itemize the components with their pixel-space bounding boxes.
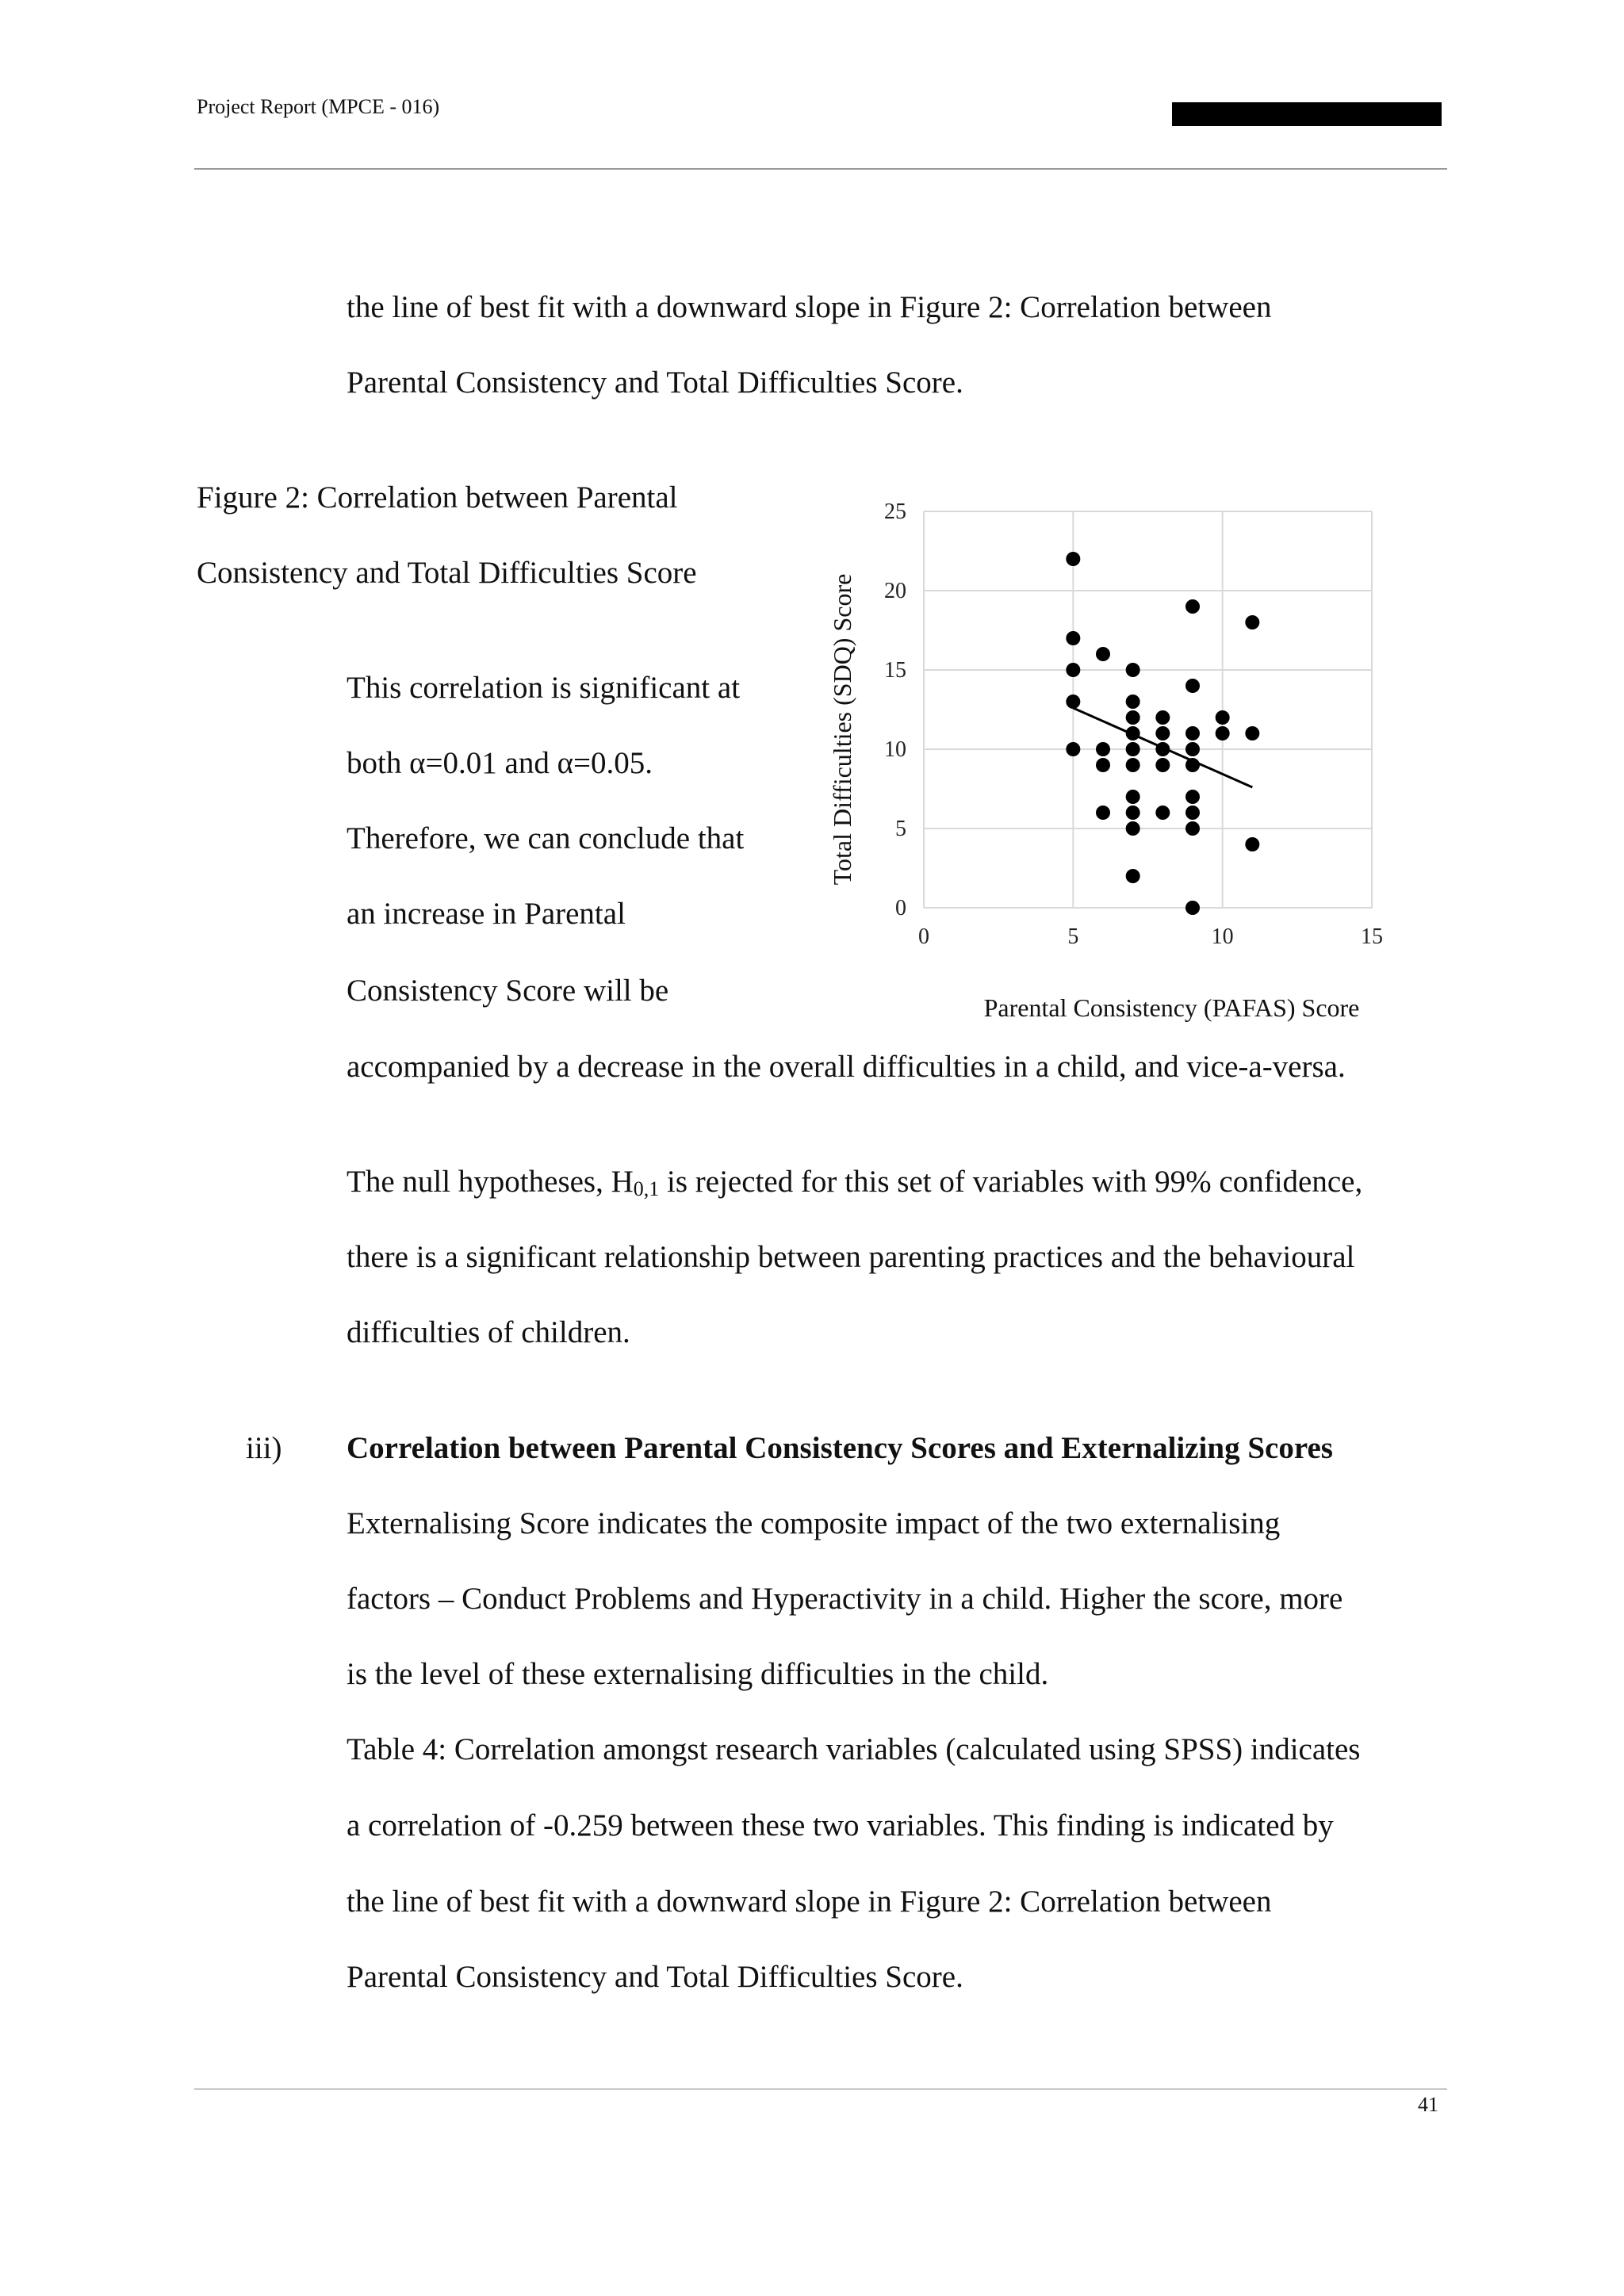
section-heading: Correlation between Parental Consistency Scores and Externalizing Scores [347,1431,1333,1465]
data-point [1245,615,1259,629]
data-point [1185,901,1200,915]
intro-line-2: Parental Consistency and Total Difficulties Score. [347,365,963,400]
data-point [1126,806,1140,820]
y-tick-label: 5 [895,817,906,841]
data-point [1185,742,1200,756]
x-tick-label: 15 [1361,924,1383,949]
data-point [1155,726,1170,740]
data-point [1216,710,1230,725]
section-line-4: Table 4: Correlation amongst research variables (calculated using SPSS) indicates [347,1732,1361,1766]
scatter-chart [785,488,1419,1043]
data-point [1245,837,1259,851]
section-line-1: Externalising Score indicates the composite impact of the two externalising [347,1506,1281,1540]
null-hypothesis-post: is rejected for this set of variables with 99% confidence, [659,1165,1363,1199]
data-point [1126,821,1140,836]
null-hypothesis-subscript: 0,1 [633,1177,660,1200]
data-point [1126,758,1140,772]
section-line-7: Parental Consistency and Total Difficulties Score. [347,1960,963,1994]
section-line-6: the line of best fit with a downward slope in Figure 2: Correlation between [347,1885,1272,1919]
data-point [1155,806,1170,820]
data-point [1155,758,1170,772]
side-text-line-2: both α=0.01 and α=0.05. [347,746,653,780]
null-hypothesis-line-3: difficulties of children. [347,1315,630,1349]
data-point [1185,806,1200,820]
y-axis-label: Total Difficulties (SDQ) Score [828,573,856,886]
data-point [1126,742,1140,756]
data-point [1245,726,1259,740]
scatter-plot [785,488,1419,1043]
data-point [1185,679,1200,693]
intro-line-1: the line of best fit with a downward slope in Figure 2: Correlation between [347,290,1272,324]
side-text-line-6: accompanied by a decrease in the overall difficulties in a child, and vice-a-versa. [347,1050,1346,1084]
section-line-3: is the level of these externalising difficulties in the child. [347,1657,1049,1691]
data-point [1066,742,1080,756]
data-point [1126,790,1140,804]
x-tick-label: 0 [918,924,929,949]
footer-rule [194,2088,1447,2090]
section-number: iii) [246,1431,282,1465]
data-point [1126,695,1140,709]
y-tick-label: 15 [884,658,906,683]
side-text-line-3: Therefore, we can conclude that [347,821,745,855]
x-axis-label: Parental Consistency (PAFAS) Score [983,993,1360,1022]
figure-caption-line-2: Consistency and Total Difficulties Score [197,556,697,590]
y-tick-label: 25 [884,499,906,524]
section-line-5: a correlation of -0.259 between these two variables. This finding is indicated by [347,1808,1334,1843]
redaction-bar [1172,102,1442,126]
data-point [1185,790,1200,804]
y-tick-label: 0 [895,896,906,920]
null-hypothesis-line-2: there is a significant relationship between parenting practices and the behavioural [347,1240,1355,1274]
page-number: 41 [1418,2093,1438,2116]
data-point [1066,552,1080,566]
side-text-line-1: This correlation is significant at [347,671,741,705]
null-hypothesis-line-1 [347,1164,1362,1201]
x-tick-label: 5 [1067,924,1079,949]
data-point [1096,758,1110,772]
side-text-line-4: an increase in Parental [347,897,626,931]
running-header: Project Report (MPCE - 016) [197,95,440,118]
data-point [1096,806,1110,820]
data-point [1126,710,1140,725]
data-point [1185,726,1200,740]
header-rule [194,168,1447,170]
data-point [1126,869,1140,883]
x-tick-label: 10 [1211,924,1234,949]
data-point [1096,742,1110,756]
section-line-2: factors – Conduct Problems and Hyperactivity in a child. Higher the score, more [347,1582,1343,1616]
data-point [1126,663,1140,677]
data-point [1155,710,1170,725]
data-point [1096,647,1110,661]
null-hypothesis-pre: The null hypotheses, H [347,1165,634,1199]
y-tick-label: 10 [884,737,906,762]
data-point [1185,599,1200,614]
data-point [1216,726,1230,740]
data-point [1066,663,1080,677]
y-tick-label: 20 [884,579,906,603]
data-point [1185,821,1200,836]
data-point [1066,631,1080,645]
data-point [1066,695,1080,709]
side-text-line-5: Consistency Score will be [347,974,669,1008]
figure-caption-line-1: Figure 2: Correlation between Parental [197,480,678,515]
